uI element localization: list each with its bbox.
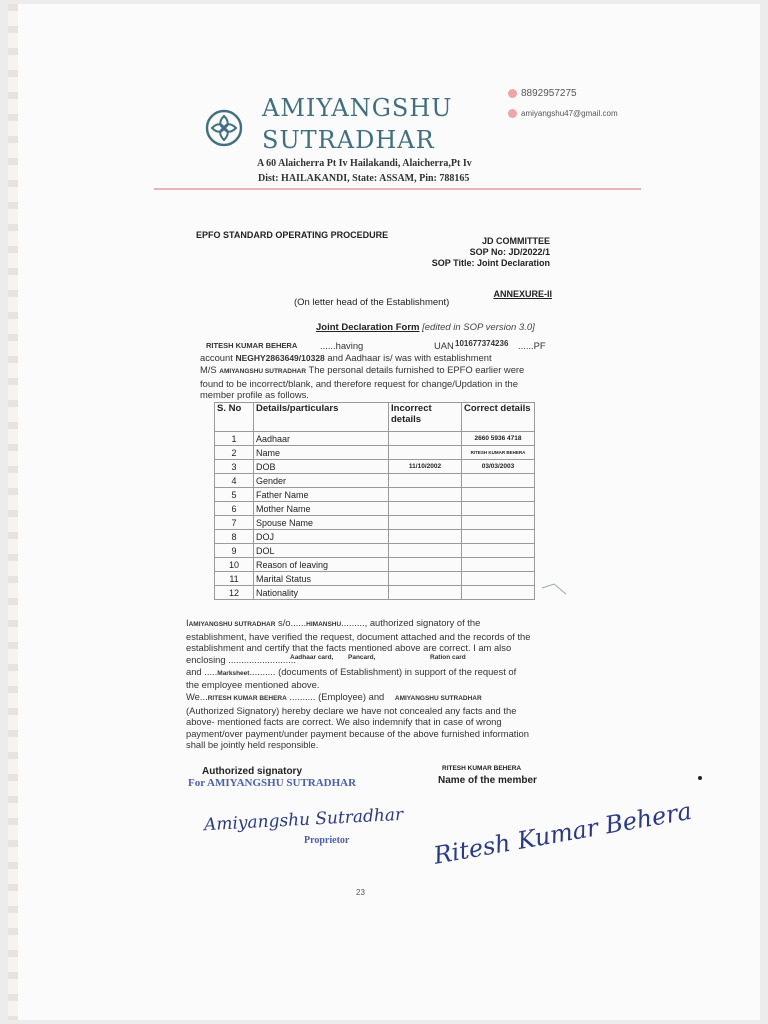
uan-label: UAN: [434, 340, 454, 351]
correct-cell: [462, 572, 535, 586]
email-icon: [508, 109, 517, 118]
sop-title: SOP Title: Joint Declaration: [431, 258, 550, 268]
correct-cell: RITESH KUMAR BEHERA: [462, 446, 535, 460]
authorized-signatory-label: Authorized signatory: [202, 766, 303, 777]
account-label: account: [200, 352, 233, 363]
correct-cell: [462, 530, 535, 544]
document-page: [8, 4, 760, 1020]
sno-cell: 7: [215, 516, 254, 530]
ink-dot: [698, 776, 702, 780]
phone-line: [508, 88, 577, 99]
declaration-line6: the employee mentioned above.: [186, 679, 320, 691]
field-cell: Father Name: [254, 488, 389, 502]
incorrect-cell: [389, 586, 462, 600]
incorrect-cell: [389, 446, 462, 460]
form-title-line: [316, 322, 535, 333]
sno-cell: 4: [215, 474, 254, 488]
intro-paragraph: [200, 340, 550, 401]
table-header-row: [215, 403, 535, 432]
document-fill-4: Marksheet: [217, 669, 250, 677]
incorrect-cell: [389, 544, 462, 558]
letterhead-note: (On letter head of the Establishment): [294, 297, 450, 308]
field-cell: Marital Status: [254, 572, 389, 586]
sno-cell: 2: [215, 446, 254, 460]
declaration-i: I: [186, 617, 189, 628]
table-row: [215, 572, 535, 586]
sno-cell: 5: [215, 488, 254, 502]
signatory-name-fill: AMIYANGSHU SUTRADHAR: [188, 621, 276, 628]
pen-mark: [540, 582, 570, 596]
correct-cell: [462, 502, 535, 516]
table-row: [215, 530, 535, 544]
correct-cell: [462, 488, 535, 502]
field-cell: DOL: [254, 544, 389, 558]
father-name-fill: HIMANSHU: [306, 621, 342, 628]
sop-header-left: EPFO STANDARD OPERATING PROCEDURE: [196, 230, 389, 240]
field-cell: Gender: [254, 474, 389, 488]
form-title: Joint Declaration Form: [316, 322, 420, 333]
table-row: [215, 544, 535, 558]
declaration-line1-rest: ........., authorized signatory of the: [341, 617, 481, 628]
we-mid-text: .......... (Employee) and: [289, 690, 385, 702]
member-name-label: Name of the member: [438, 775, 537, 786]
incorrect-cell: [389, 488, 462, 502]
incorrect-cell: [389, 432, 462, 446]
scan-edge-shadow: [8, 4, 18, 1020]
letterhead-name-line2: SUTRADHAR: [262, 126, 435, 154]
member-name-print: RITESH KUMAR BEHERA: [442, 765, 522, 772]
email-line: [508, 108, 618, 119]
sno-cell: 8: [215, 530, 254, 544]
sno-cell: 9: [215, 544, 254, 558]
incorrect-cell: [389, 572, 462, 586]
document-fill-3: Ration card: [430, 653, 466, 661]
sno-cell: 11: [215, 572, 254, 586]
form-title-note: [edited in SOP version 3.0]: [422, 322, 535, 333]
proprietor-stamp: Proprietor: [304, 835, 350, 846]
flower-logo-icon: [204, 108, 244, 148]
correct-cell: [462, 558, 535, 572]
table-row: [215, 446, 535, 460]
sop-number: SOP No: JD/2022/1: [469, 247, 550, 257]
col-sno: S. No: [215, 403, 254, 432]
table-row: [215, 586, 535, 600]
declaration-line3: establishment and certify that the facts mentioned above are correct. I am also: [186, 642, 512, 654]
incorrect-cell: [389, 474, 462, 488]
table-row: [215, 502, 535, 516]
correct-cell: [462, 516, 535, 530]
table-body: [215, 432, 535, 600]
correct-cell: [462, 474, 535, 488]
declaration-line2: establishment, have verified the request, document attached and the records of the: [186, 630, 531, 642]
annexure-label: ANNEXURE-II: [493, 289, 552, 299]
intro-line4: member profile as follows.: [200, 389, 309, 401]
declaration-line11: shall be jointly held responsible.: [186, 739, 319, 751]
field-cell: Aadhaar: [254, 432, 389, 446]
table-row: [215, 432, 535, 446]
address-line2: Dist: HAILAKANDI, State: ASSAM, Pin: 788165: [258, 173, 470, 184]
account-number-fill: NEGHY2863649/10328: [235, 353, 325, 363]
and-text: and .....: [186, 665, 218, 677]
field-cell: Reason of leaving: [254, 558, 389, 572]
field-cell: DOJ: [254, 530, 389, 544]
table-row: [215, 474, 535, 488]
so-text: s/o......: [278, 617, 307, 628]
declaration-line5: .......... (documents of Establishment) in support of the request of: [249, 665, 517, 677]
ms-label: M/S: [200, 364, 217, 375]
uan-fill: 101677374236: [455, 339, 509, 348]
declaration-line9: above- mentioned facts are correct. We also indemnify that in case of wrong: [186, 716, 502, 728]
details-table: [214, 402, 535, 600]
col-correct: Correct details: [462, 403, 535, 432]
table-row: [215, 516, 535, 530]
document-fill-2: Pancard,: [348, 653, 376, 661]
phone-number: 8892957275: [521, 88, 577, 99]
having-text: ......having: [320, 340, 364, 351]
letterhead-name-line1: AMIYANGSHU: [262, 94, 453, 122]
pf-suffix: ......PF: [518, 340, 546, 351]
intro-line2: The personal details furnished to EPFO earlier were: [308, 364, 525, 375]
sno-cell: 10: [215, 558, 254, 572]
field-cell: Nationality: [254, 586, 389, 600]
auth-name-fill: AMIYANGSHU SUTRADHAR: [394, 694, 482, 702]
member-name-fill: RITESH KUMAR BEHERA: [206, 341, 298, 350]
declaration-line8: (Authorized Signatory) hereby declare we have not concealed any facts and the: [186, 704, 517, 716]
correct-cell: [462, 586, 535, 600]
incorrect-cell: [389, 502, 462, 516]
email-address: amiyangshu47@gmail.com: [521, 109, 618, 118]
we-text: We...: [186, 690, 208, 702]
establishment-fill: AMIYANGSHU SUTRADHAR: [219, 368, 307, 375]
member-signature: Ritesh Kumar Behera: [431, 796, 694, 870]
company-stamp: For AMIYANGSHU SUTRADHAR: [188, 777, 357, 789]
correct-cell: [462, 544, 535, 558]
correct-cell: 03/03/2003: [462, 460, 535, 474]
table-row: [215, 558, 535, 572]
incorrect-cell: [389, 516, 462, 530]
sno-cell: 6: [215, 502, 254, 516]
declaration-paragraph: [186, 617, 548, 751]
sno-cell: 12: [215, 586, 254, 600]
sno-cell: 3: [215, 460, 254, 474]
intro-line3: found to be incorrect/blank, and therefore request for change/Updation in the: [200, 377, 518, 389]
table-row: [215, 460, 535, 474]
letterhead-rule: [154, 188, 641, 190]
incorrect-cell: [389, 558, 462, 572]
field-cell: Spouse Name: [254, 516, 389, 530]
correct-cell: 2660 5936 4718: [462, 432, 535, 446]
table-row: [215, 488, 535, 502]
phone-icon: [508, 89, 517, 98]
incorrect-cell: 11/10/2002: [389, 460, 462, 474]
page-number: 23: [356, 888, 365, 897]
document-fill-1: Aadhaar card,: [290, 653, 334, 661]
sno-cell: 1: [215, 432, 254, 446]
field-cell: DOB: [254, 460, 389, 474]
jd-committee: JD COMMITTEE: [481, 236, 550, 246]
enclosing-text: enclosing ..........................: [186, 653, 296, 665]
employee-name-fill: RITESH KUMAR BEHERA: [207, 694, 287, 702]
col-details: Details/particulars: [254, 403, 389, 432]
aadhaar-text: and Aadhaar is/ was with establishment: [327, 352, 492, 363]
field-cell: Mother Name: [254, 502, 389, 516]
declaration-line10: payment/over payment/under payment because of the above furnished information: [186, 727, 529, 739]
col-incorrect: Incorrect details: [389, 403, 462, 432]
address-line1: A 60 Alaicherra Pt Iv Hailakandi, Alaicherra,Pt Iv: [257, 158, 472, 169]
field-cell: Name: [254, 446, 389, 460]
authorized-signature: Amiyangshu Sutradhar: [203, 804, 404, 836]
incorrect-cell: [389, 530, 462, 544]
